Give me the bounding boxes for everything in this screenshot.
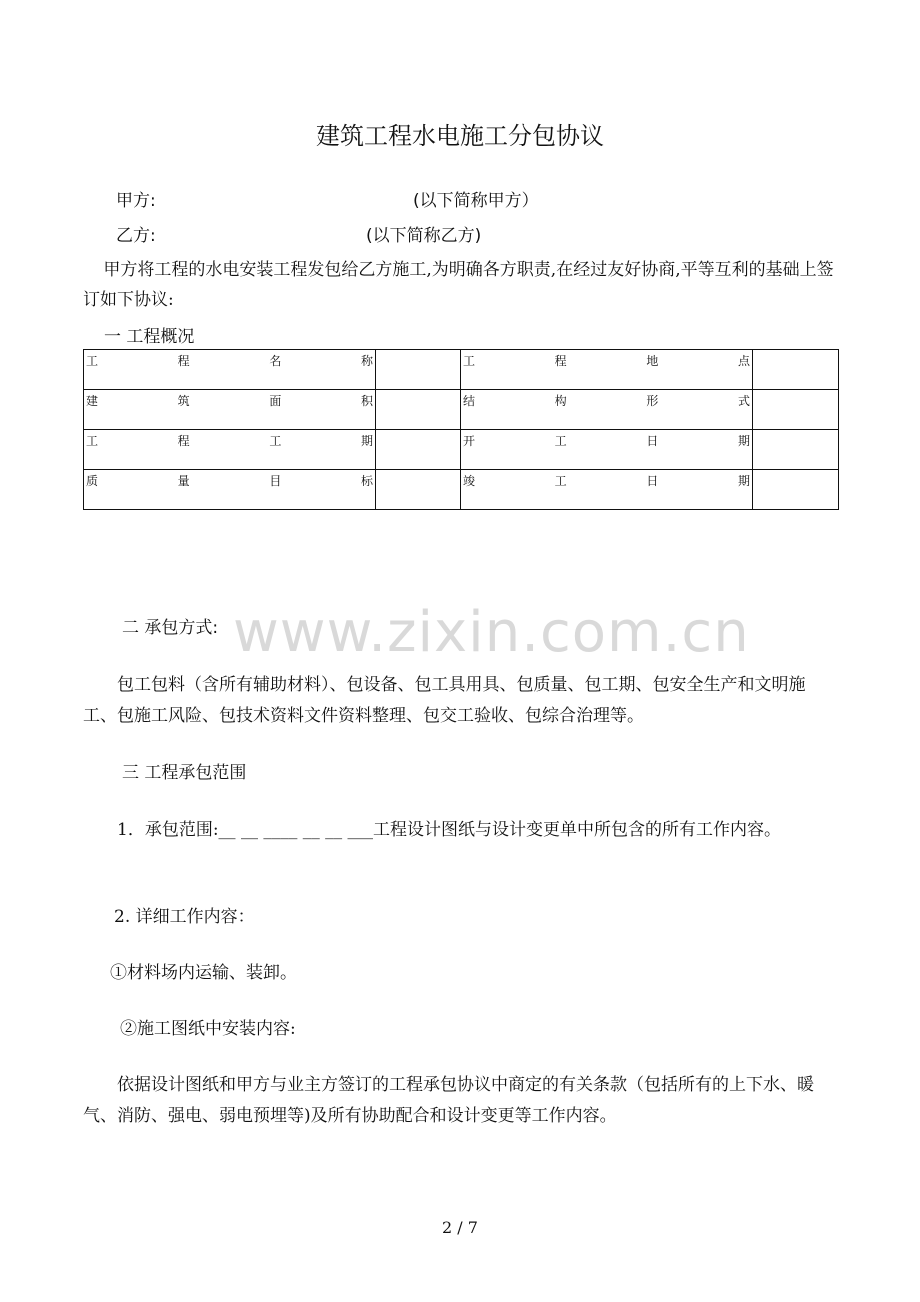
party-b-note: (以下简称乙方) [366, 226, 482, 246]
table-label-cell [461, 350, 753, 390]
table-label-cell [461, 470, 753, 510]
table-label-char: 积 [360, 394, 373, 408]
table-value-cell[interactable] [753, 470, 839, 510]
table-label-char: 期 [360, 434, 373, 448]
table-label-char: 日 [646, 474, 659, 488]
table-label-char: 建 [86, 394, 99, 408]
table-label-char: 量 [177, 474, 190, 488]
table-label-char: 日 [646, 434, 659, 448]
section2-body: 包工包料（含所有辅助材料）、包设备、包工具用具、包质量、包工期、包安全生产和文明施工、包施工风险、包技术资料文件资料整理、包交工验收、包综合治理等。 [83, 675, 806, 726]
table-label-char: 构 [554, 394, 567, 408]
table-label-char: 标 [360, 474, 373, 488]
party-b-label: 乙方: [116, 226, 156, 246]
item2-heading: 2. 详细工作内容： [114, 907, 255, 927]
table-row [84, 430, 839, 470]
table-label-cell [84, 430, 376, 470]
table-label-char: 工 [554, 434, 567, 448]
section1-heading: 一 工程概况 [104, 327, 195, 347]
table-label-char: 工 [463, 354, 476, 368]
table-label-char: 目 [269, 474, 282, 488]
table-row [84, 390, 839, 430]
section3-heading: 三 工程承包范围 [122, 763, 247, 783]
party-a-note: (以下简称甲方） [413, 191, 539, 211]
table-label-cell [461, 390, 753, 430]
item2a-text: ①材料场内运输、装卸。 [110, 963, 297, 983]
table-label-char: 名 [269, 354, 282, 368]
table-label-char: 期 [737, 474, 750, 488]
item2b-text: ②施工图纸中安装内容: [120, 1019, 296, 1039]
table-label-char: 形 [646, 394, 659, 408]
table-label-char: 工 [86, 354, 99, 368]
table-value-cell[interactable] [376, 350, 461, 390]
table-label-char: 程 [554, 354, 567, 368]
table-value-cell[interactable] [376, 470, 461, 510]
table-label-char: 筑 [177, 394, 190, 408]
table-label-char: 程 [177, 434, 190, 448]
table-label-char: 地 [646, 354, 659, 368]
table-label-char: 期 [737, 434, 750, 448]
table-label-char: 工 [86, 434, 99, 448]
table-label-cell [461, 430, 753, 470]
intro-paragraph: 甲方将工程的水电安装工程发包给乙方施工,为明确各方职责,在经过友好协商,平等互利的基础上签订如下协议: [83, 260, 834, 310]
page-number: 2 / 7 [442, 1218, 478, 1237]
section2-heading: 二 承包方式: [122, 618, 219, 638]
table-label-char: 质 [86, 474, 99, 488]
watermark: www.zixin.com.cn [233, 600, 750, 665]
table-label-char: 开 [463, 434, 476, 448]
table-value-cell[interactable] [753, 350, 839, 390]
table-row [84, 470, 839, 510]
table-label-char: 程 [177, 354, 190, 368]
table-row [84, 350, 839, 390]
party-a-label: 甲方: [116, 191, 156, 211]
table-value-cell[interactable] [753, 390, 839, 430]
table-label-char: 结 [463, 394, 476, 408]
table-label-char: 工 [554, 474, 567, 488]
table-label-char: 称 [360, 354, 373, 368]
table-value-cell[interactable] [753, 430, 839, 470]
table-label-char: 面 [269, 394, 282, 408]
table-value-cell[interactable] [376, 430, 461, 470]
table-value-cell[interactable] [376, 390, 461, 430]
item2b-body: 依据设计图纸和甲方与业主方签订的工程承包协议中商定的有关条款（包括所有的上下水、暖气、消防、强电、弱电预埋等)及所有协助配合和设计变更等工作内容。 [83, 1075, 814, 1126]
table-label-char: 竣 [463, 474, 476, 488]
table-label-cell [84, 470, 376, 510]
table-label-char: 点 [737, 354, 750, 368]
project-overview-table [83, 349, 839, 510]
table-label-cell [84, 390, 376, 430]
table-label-char: 工 [269, 434, 282, 448]
document-title: 建筑工程水电施工分包协议 [316, 122, 604, 150]
table-label-cell [84, 350, 376, 390]
table-label-char: 式 [737, 394, 750, 408]
item1-scope: 1．承包范围:__ __ ____ __ __ ___工程设计图纸与设计变更单中所包含的所有工作内容。 [117, 820, 782, 840]
